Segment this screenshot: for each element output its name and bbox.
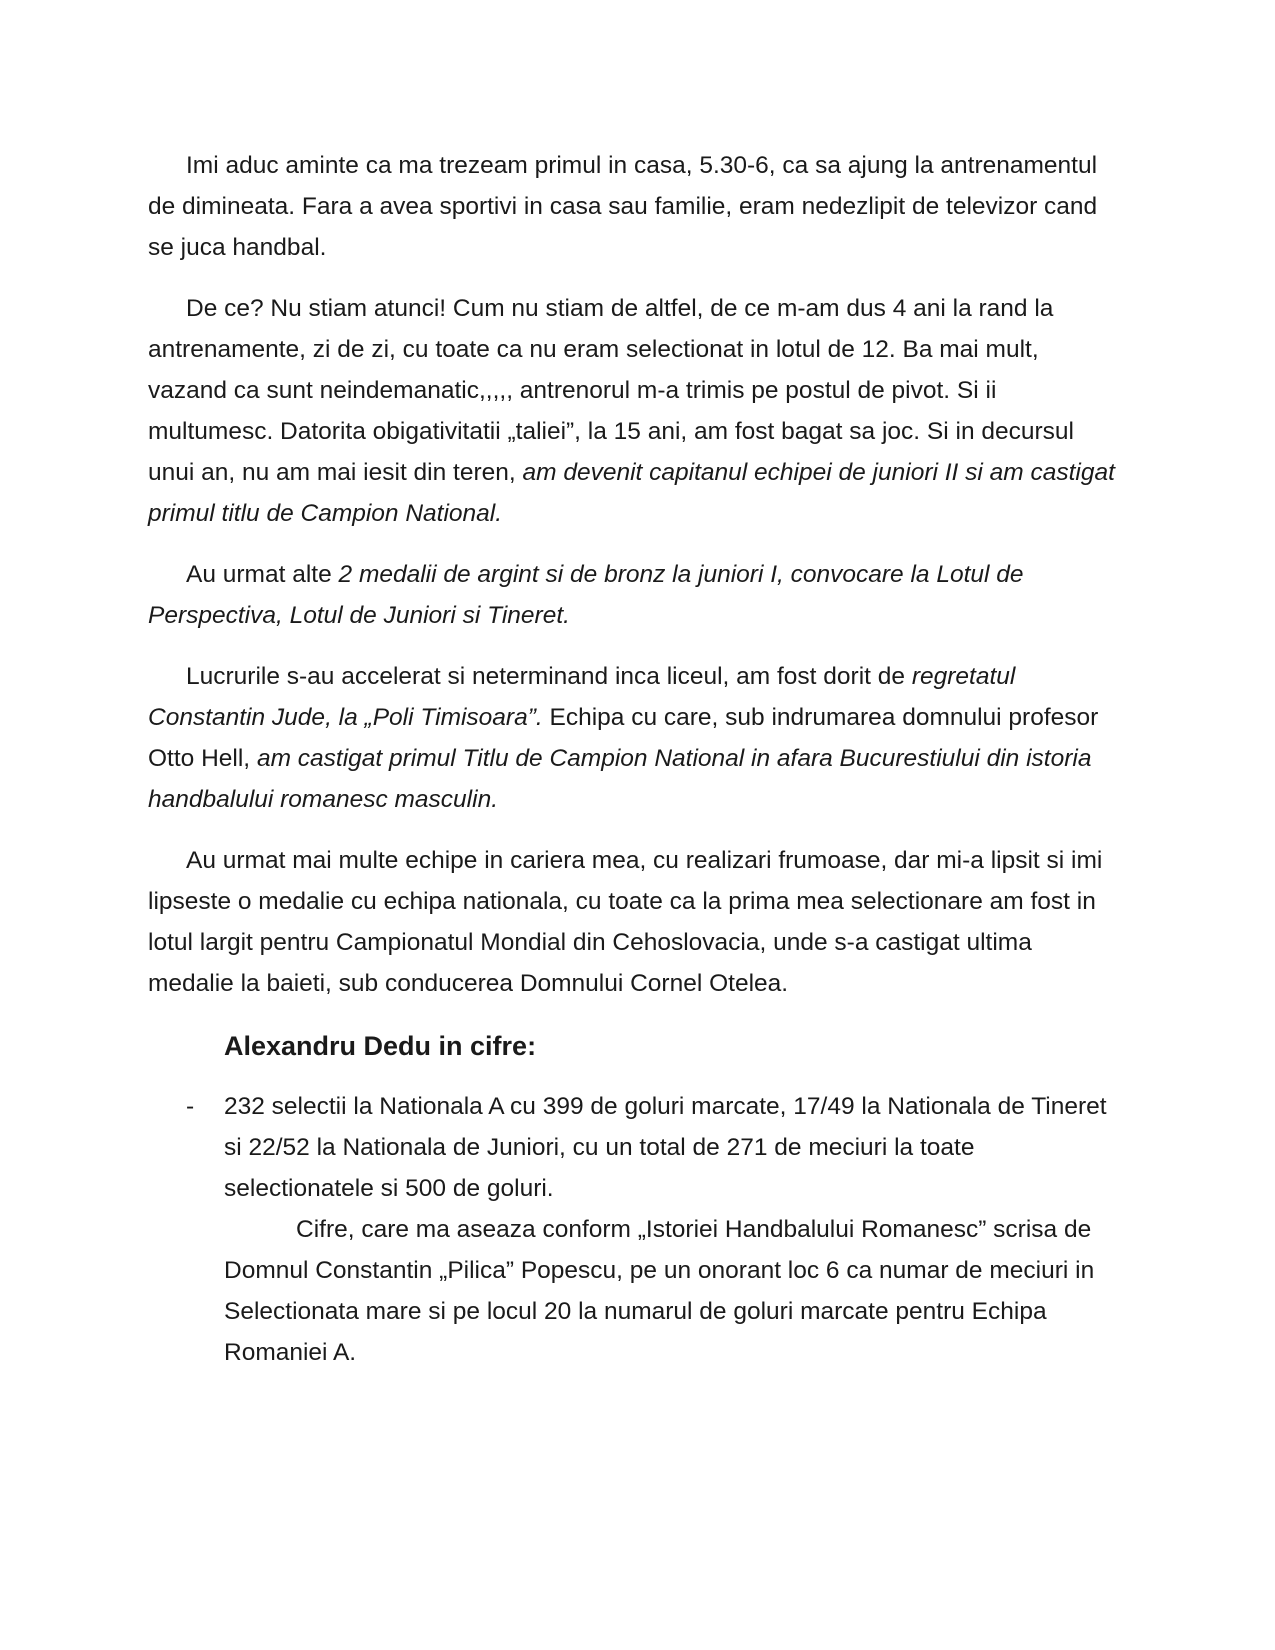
italic-text: am devenit capitanul echipei de juniori II si am castigat primul titlu de Campion National. [148,459,1115,527]
list-item-text: 232 selectii la Nationala A cu 399 de goluri marcate, 17/49 la Nationala de Tineret si 22/52 la Nationala de Juniori, cu un total de 271 de meciuri la toate selectionatele si 500 de goluri. [224,1093,1107,1202]
list-item-continuation: Cifre, care ma aseaza conform „Istoriei Handbalului Romanesc” scrisa de Domnul Constantin „Pilica” Popescu, pe un onorant loc 6 ca numar de meciuri in Selectionata mare si pe locul 20 la numarul de goluri marcate pentru Echipa Romaniei A. [224,1216,1095,1366]
section-heading: Alexandru Dedu in cifre: [224,1031,537,1061]
list-bullet: - [186,1093,195,1120]
text-run: Echipa cu care, sub indrumarea domnului profesor Otto Hell, [148,704,1099,772]
list-item [186,1086,1123,1373]
text-run: De ce? Nu stiam atunci! Cum nu stiam de altfel, de ce m-am dus 4 ani la rand la antrenamente, zi de zi, cu toate ca nu eram selectionat in lotul de 12. Ba mai mult, vazand ca sunt neindemanatic,,,,, antrenorul m-a trimis pe postul de pivot. Si ii multumesc. Datorita obigativitatii „taliei”, la 15 ani, am fost bagat sa joc. Si in decursul unui an, nu am mai iesit din teren, [148,295,1074,486]
text-run: Au urmat mai multe echipe in cariera mea, cu realizari frumoase, dar mi-a lipsit si imi lipseste o medalie cu echipa nationala, cu toate ca la prima mea selectionare am fost in lotul largit pentru Campionatul Mondial din Cehoslovacia, unde s-a castigat ultima medalie la baieti, sub conducerea Domnului Cornel Otelea. [148,847,1103,997]
text-run: Lucrurile s-au accelerat si neterminand inca liceul, am fost dorit de [186,663,912,690]
paragraph-2 [148,288,1123,534]
paragraph-5 [148,840,1123,1004]
document-body [148,145,1123,1373]
paragraph-4 [148,656,1123,820]
text-run: Imi aduc aminte ca ma trezeam primul in casa, 5.30-6, ca sa ajung la antrenamentul de dimineata. Fara a avea sportivi in casa sau familie, eram nedezlipit de televizor cand se juca handbal. [148,152,1098,261]
italic-text: 2 medalii de argint si de bronz la juniori I, convocare la Lotul de Perspectiva, Lotul de Juniori si Tineret. [148,561,1024,629]
italic-text: regretatul Constantin Jude, la „Poli Timisoara”. [148,663,1016,731]
italic-text: am castigat primul Titlu de Campion National in afara Bucurestiului din istoria handbalului romanesc masculin. [148,745,1092,813]
text-run: Au urmat alte [186,561,339,588]
paragraph-1 [148,145,1123,268]
paragraph-3 [148,554,1123,636]
